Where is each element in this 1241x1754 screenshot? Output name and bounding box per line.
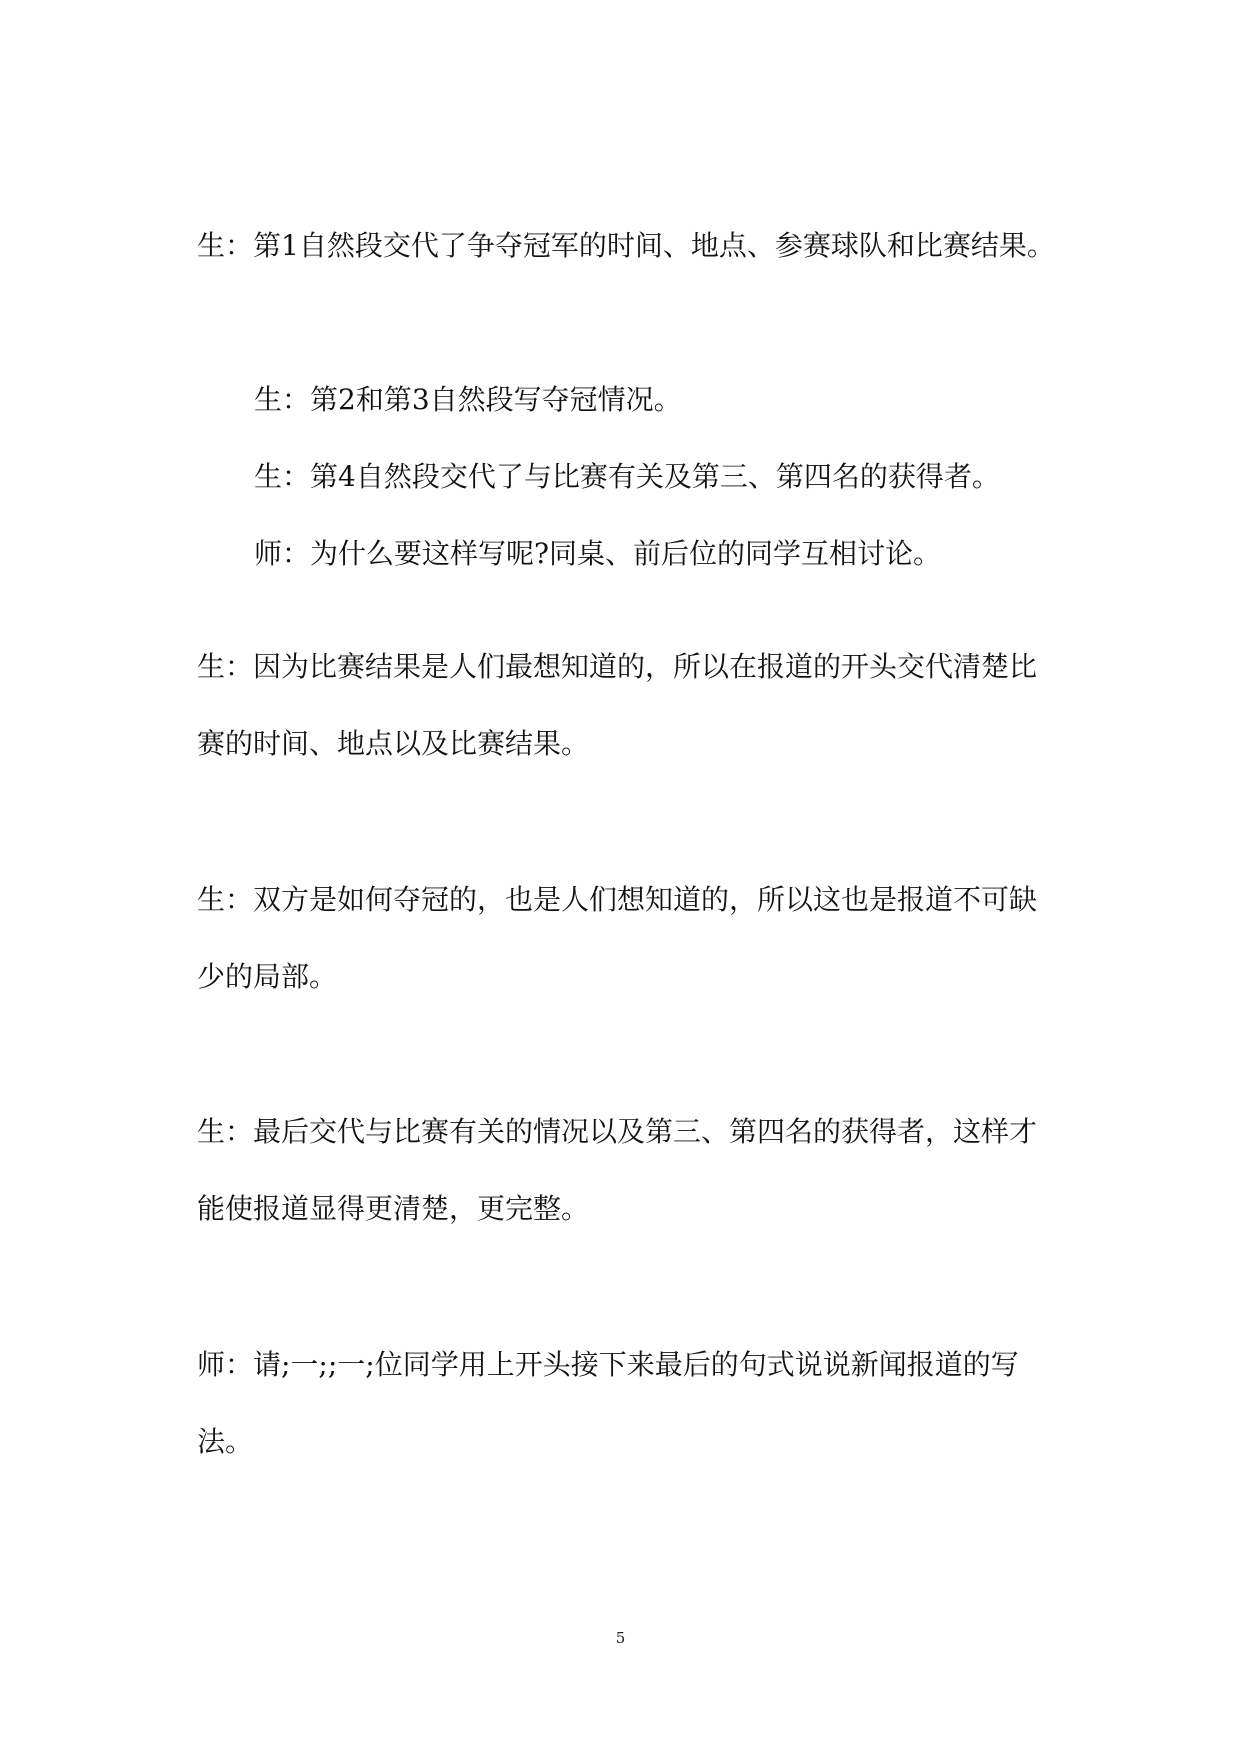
paragraph-2: 生：第2和第3自然段写夺冠情况。 [254, 383, 682, 416]
paragraph-5: 生：因为比赛结果是人们最想知道的，所以在报道的开头交代清楚比赛的时间、地点以及比赛结果。 [197, 650, 1038, 760]
paragraph-3: 生：第4自然段交代了与比赛有关及第三、第四名的获得者。 [254, 460, 1000, 493]
paragraph-8: 师：请;一;;一;位同学用上开头接下来最后的句式说说新闻报道的写法。 [197, 1348, 1019, 1458]
paragraph-6: 生：双方是如何夺冠的，也是人们想知道的，所以这也是报道不可缺少的局部。 [197, 883, 1038, 993]
paragraph-7: 生：最后交代与比赛有关的情况以及第三、第四名的获得者，这样才能使报道显得更清楚，更完整。 [197, 1115, 1038, 1225]
page-number: 5 [615, 1629, 626, 1647]
paragraph-4: 师：为什么要这样写呢?同桌、前后位的同学互相讨论。 [254, 537, 942, 570]
paragraph-1: 生：第1自然段交代了争夺冠军的时间、地点、参赛球队和比赛结果。 [197, 229, 1055, 262]
